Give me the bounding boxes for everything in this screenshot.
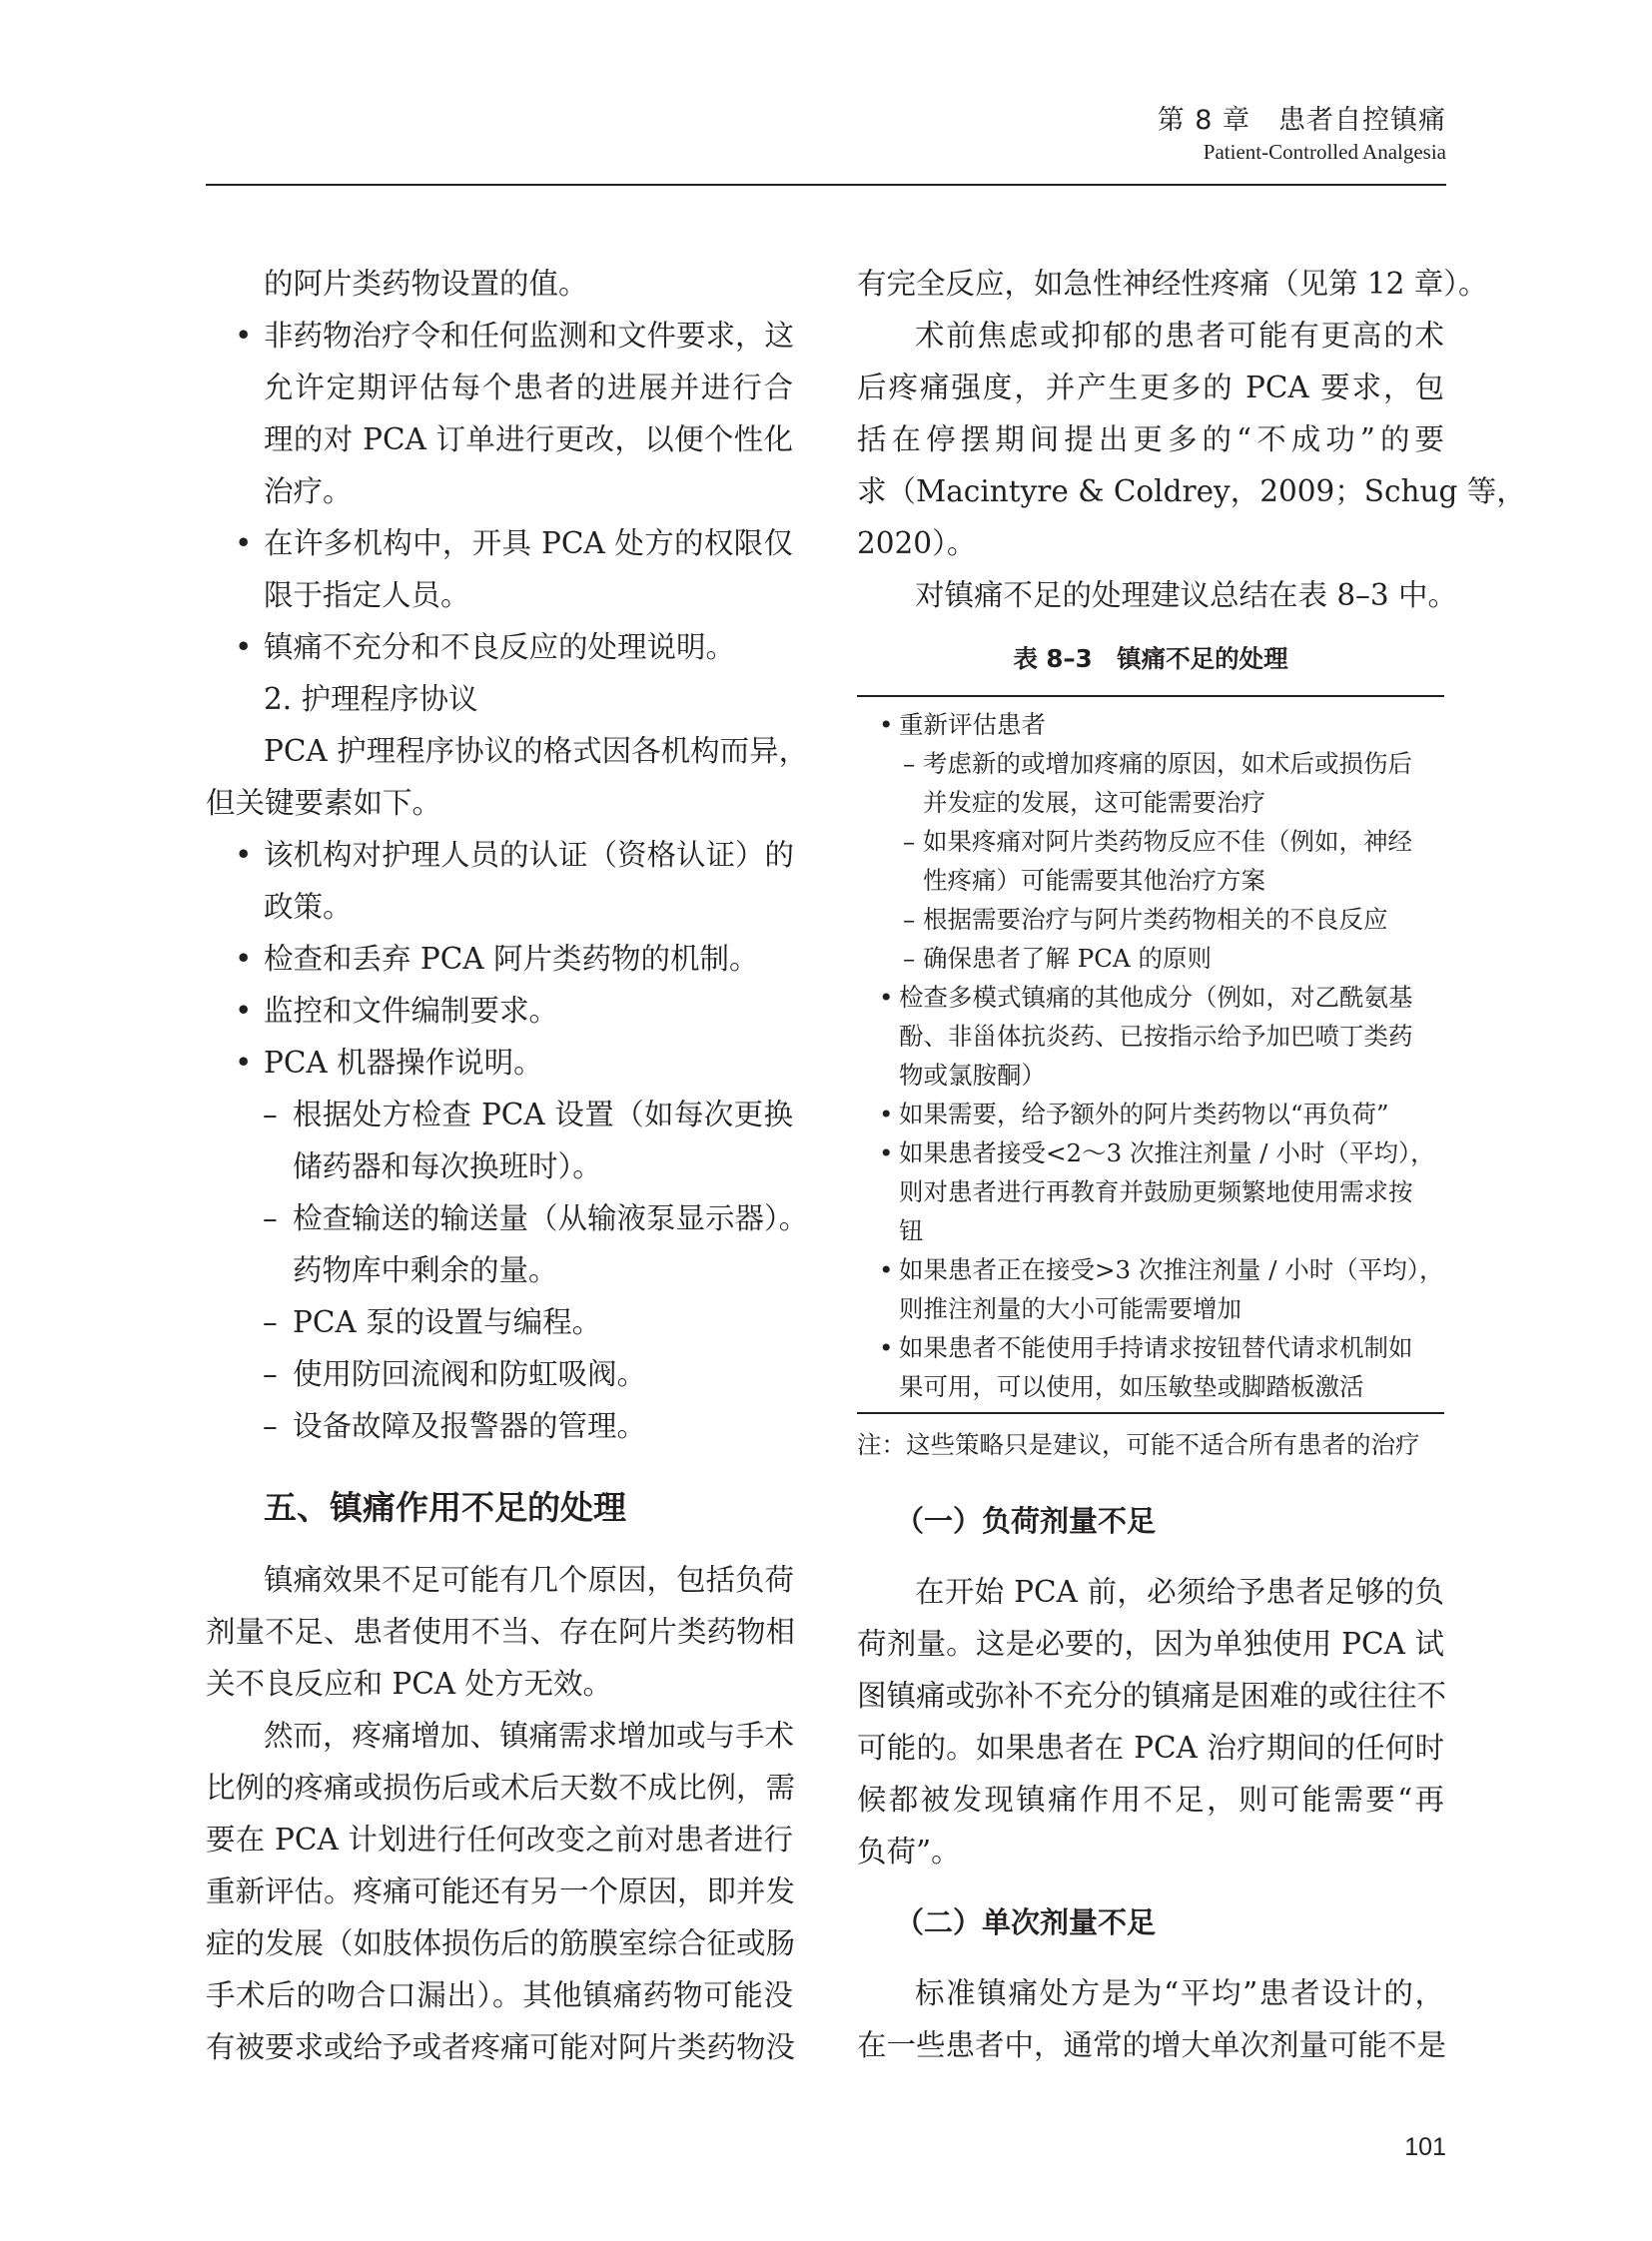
running-head-chapter-cn: 第 8 章 患者自控镇痛: [1157, 105, 1446, 136]
dash-item: – PCA 泵的设置与编程。: [206, 1296, 793, 1348]
bullet-item: • 该机构对护理人员的认证（资格认证）的: [206, 829, 793, 881]
section-heading: 五、镇痛作用不足的处理: [264, 1488, 626, 1527]
table-bullet: • 如果需要，给予额外的阿片类药物以“再负荷”: [857, 1095, 1444, 1133]
paragraph-line: 图镇痛或弥补不充分的镇痛是困难的或往往不: [857, 1679, 1447, 1713]
table-dash-item: – 考虑新的或增加疼痛的原因，如术后或损伤后: [857, 744, 1444, 783]
paragraph-line: 在开始 PCA 前，必须给予患者足够的负: [915, 1575, 1444, 1609]
text-line: PCA 护理程序协议的格式因各机构而异，: [264, 734, 809, 768]
text-line: 政策。: [264, 890, 353, 924]
table-caption: 表 8–3 镇痛不足的处理: [1013, 644, 1288, 673]
dash-item: – 设备故障及报警器的管理。: [206, 1400, 793, 1452]
table-text-line: 则推注剂量的大小可能需要增加: [899, 1294, 1241, 1323]
text-line: 药物库中剩余的量。: [293, 1253, 558, 1287]
paragraph-line: 剂量不足、患者使用不当、存在阿片类药物相: [206, 1615, 796, 1649]
table-bullet: • 检查多模式镇痛的其他成分（例如，对乙酰氨基: [857, 978, 1444, 1017]
paragraph-line: 手术后的吻合口漏出）。其他镇痛药物可能没: [206, 1978, 793, 2012]
text-line: 允许定期评估每个患者的进展并进行合: [264, 371, 793, 404]
page-number: 101: [1404, 2133, 1446, 2161]
bullet-item: • 镇痛不充分和不良反应的处理说明。: [206, 621, 793, 673]
text-line: 但关键要素如下。: [206, 786, 442, 820]
text-line: 理的对 PCA 订单进行更改，以便个性化: [264, 422, 793, 456]
table-text-line: 则对患者进行再教育并鼓励更频繁地使用需求按: [899, 1177, 1413, 1206]
bullet-item: • 检查和丢弃 PCA 阿片类药物的机制。: [206, 933, 793, 985]
paragraph-line: 有被要求或给予或者疼痛可能对阿片类药物没: [206, 2030, 796, 2064]
text-line: 的阿片类药物设置的值。: [264, 267, 588, 301]
dash-item: – 检查输送的输送量（从输液泵显示器）。: [206, 1192, 793, 1244]
paragraph-line: 术前焦虑或抑郁的患者可能有更高的术: [915, 319, 1444, 353]
dash-item: – 根据处方检查 PCA 设置（如每次更换: [206, 1089, 793, 1140]
paragraph-line: 负荷”。: [857, 1835, 961, 1868]
paragraph-line: 关不良反应和 PCA 处方无效。: [206, 1667, 612, 1701]
table-8-3: [857, 695, 1444, 1414]
text-line: 限于指定人员。: [264, 578, 470, 612]
right-column: [857, 258, 1526, 2071]
table-dash-item: – 根据需要治疗与阿片类药物相关的不良反应: [857, 900, 1444, 939]
left-column: [206, 258, 809, 2073]
paragraph-line: 求（Macintyre & Coldrey，2009；Schug 等，: [857, 474, 1526, 508]
text-line: 治疗。: [264, 474, 353, 508]
bullet-item: • PCA 机器操作说明。: [206, 1037, 793, 1089]
table-bullet: • 如果患者不能使用手持请求按钮替代请求机制如: [857, 1328, 1444, 1367]
table-text-line: 钮: [899, 1216, 924, 1245]
table-text-line: 果可用，可以使用，如压敏垫或脚踏板激活: [899, 1372, 1364, 1401]
paragraph-line: 然而，疼痛增加、镇痛需求增加或与手术: [264, 1719, 795, 1753]
bullet-item: • 监控和文件编制要求。: [206, 985, 793, 1037]
table-text-line: 物或氯胺酮）: [899, 1061, 1046, 1090]
subheading-bolus-dose: （二）单次剂量不足: [895, 1905, 1157, 1939]
table-note: 注：这些策略只是建议，可能不适合所有患者的治疗: [857, 1430, 1420, 1459]
table-text-line: 并发症的发展，这可能需要治疗: [923, 788, 1265, 817]
table-text-line: 酚、非甾体抗炎药、已按指示给予加巴喷丁类药: [899, 1022, 1413, 1051]
paragraph-line: 镇痛效果不足可能有几个原因，包括负荷: [264, 1563, 795, 1597]
subheading-loading-dose: （一）负荷剂量不足: [895, 1504, 1157, 1538]
table-dash-item: – 如果疼痛对阿片类药物反应不佳（例如，神经: [857, 822, 1444, 861]
bullet-item: • 非药物治疗令和任何监测和文件要求，这: [206, 310, 793, 362]
table-dash-item: – 确保患者了解 PCA 的原则: [857, 939, 1444, 978]
table-bullet: • 如果患者正在接受>3 次推注剂量 / 小时（平均），: [857, 1250, 1444, 1289]
paragraph-line: 在一些患者中，通常的增大单次剂量可能不是: [857, 2028, 1447, 2062]
bullet-item: • 在许多机构中，开具 PCA 处方的权限仅: [206, 517, 793, 569]
dash-item: – 使用防回流阀和防虹吸阀。: [206, 1348, 793, 1400]
running-head-chapter-en: Patient-Controlled Analgesia: [1203, 140, 1446, 164]
header-rule: [206, 184, 1446, 186]
table-bullet: • 重新评估患者: [857, 705, 1444, 744]
paragraph-line: 候都被发现镇痛作用不足，则可能需要“再: [857, 1783, 1444, 1817]
paragraph-line: 有完全反应，如急性神经性疼痛（见第 12 章）。: [857, 267, 1488, 301]
paragraph-line: 括在停摆期间提出更多的“不成功”的要: [857, 422, 1444, 456]
paragraph-line: 2020）。: [857, 526, 977, 560]
paragraph-line: 荷剂量。这是必要的，因为单独使用 PCA 试: [857, 1627, 1444, 1661]
paragraph-line: 后疼痛强度，并产生更多的 PCA 要求，包: [857, 371, 1444, 404]
text-line: 储药器和每次换班时）。: [293, 1149, 602, 1183]
paragraph-line: 对镇痛不足的处理建议总结在表 8–3 中。: [915, 578, 1458, 612]
numbered-subheading: 2. 护理程序协议: [264, 682, 478, 716]
paragraph-line: 要在 PCA 计划进行任何改变之前对患者进行: [206, 1823, 793, 1857]
paragraph-line: 标准镇痛处方是为“平均”患者设计的，: [915, 1976, 1444, 2010]
table-bullet: • 如果患者接受<2～3 次推注剂量 / 小时（平均），: [857, 1133, 1444, 1172]
paragraph-line: 比例的疼痛或损伤后或术后天数不成比例，需: [206, 1771, 796, 1805]
paragraph-line: 重新评估。疼痛可能还有另一个原因，即并发: [206, 1874, 796, 1908]
table-text-line: 性疼痛）可能需要其他治疗方案: [923, 866, 1265, 895]
paragraph-line: 症的发展（如肢体损伤后的筋膜室综合征或肠: [206, 1926, 796, 1960]
paragraph-line: 可能的。如果患者在 PCA 治疗期间的任何时: [857, 1731, 1444, 1765]
